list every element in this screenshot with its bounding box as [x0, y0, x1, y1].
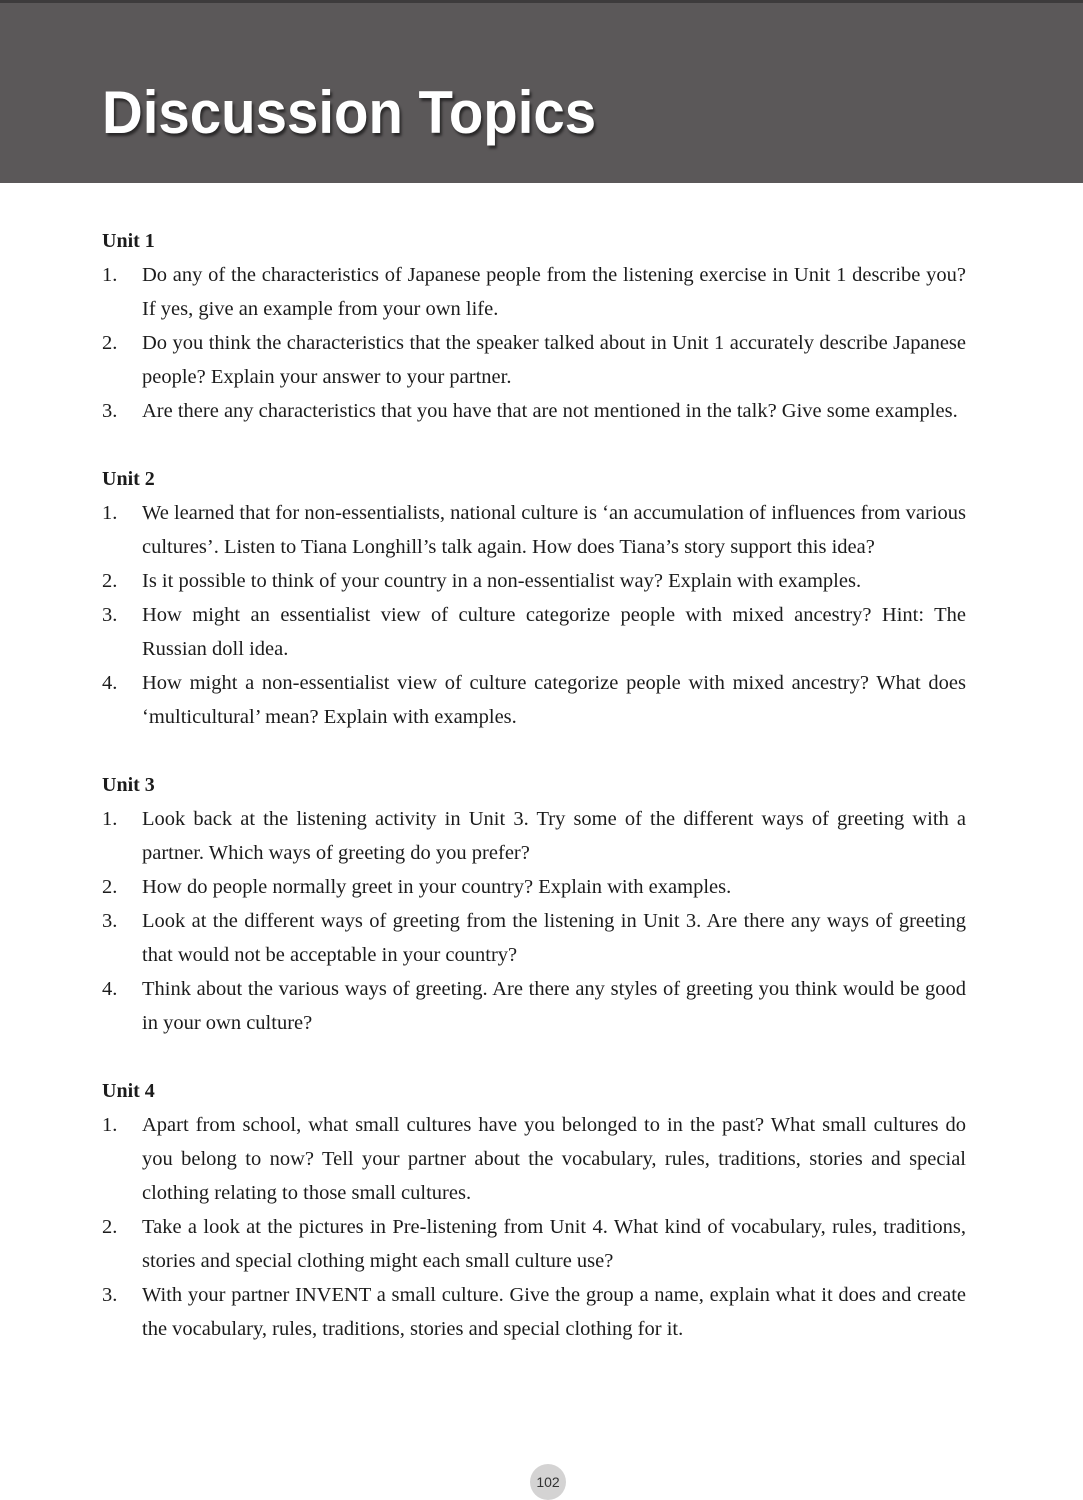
question-item: [102, 394, 966, 428]
unit-heading: Unit 3: [102, 774, 155, 796]
question-item: [102, 802, 966, 870]
unit-3-section: [102, 768, 966, 1040]
question-number: 1.: [102, 502, 118, 524]
question-text: How might a non-essentialist view of culture categorize people with mixed ancestry? What does ‘multicultural’ mean? Explain with examples.: [142, 672, 966, 728]
question-number: 3.: [102, 1284, 118, 1306]
question-item: [102, 564, 966, 598]
question-item: [102, 1108, 966, 1210]
question-item: [102, 496, 966, 564]
question-number: 1.: [102, 264, 118, 286]
question-list: [102, 496, 966, 734]
question-item: [102, 1210, 966, 1278]
question-text: Do any of the characteristics of Japanese people from the listening exercise in Unit 1 describe you? If yes, give an example from your own life.: [142, 264, 966, 320]
question-text: Look back at the listening activity in Unit 3. Try some of the different ways of greeting with a partner. Which ways of greeting do you prefer?: [142, 808, 966, 864]
question-text: How do people normally greet in your country? Explain with examples.: [142, 876, 732, 898]
unit-2-section: [102, 462, 966, 734]
question-item: [102, 666, 966, 734]
question-number: 2.: [102, 1216, 118, 1238]
question-item: [102, 870, 966, 904]
question-text: Are there any characteristics that you have that are not mentioned in the talk? Give some examples.: [142, 400, 958, 422]
question-text: Think about the various ways of greeting. Are there any styles of greeting you think would be good in your own culture?: [142, 978, 966, 1034]
question-number: 3.: [102, 604, 118, 626]
question-text: Take a look at the pictures in Pre-listening from Unit 4. What kind of vocabulary, rules, traditions, stories and special clothing might each small culture use?: [142, 1216, 966, 1272]
unit-heading: Unit 2: [102, 468, 155, 490]
unit-heading: Unit 1: [102, 230, 155, 252]
page-title: Discussion Topics: [102, 79, 597, 146]
question-item: [102, 598, 966, 666]
page-number: 102: [536, 1474, 560, 1490]
question-number: 2.: [102, 570, 118, 592]
question-number: 4.: [102, 672, 118, 694]
discussion-content: [102, 224, 966, 1346]
question-list: [102, 1108, 966, 1346]
unit-4-section: [102, 1074, 966, 1346]
question-item: [102, 1278, 966, 1346]
unit-heading: Unit 4: [102, 1080, 155, 1102]
question-text: Is it possible to think of your country in a non-essentialist way? Explain with examples.: [142, 570, 862, 592]
question-item: [102, 258, 966, 326]
question-text: Apart from school, what small cultures have you belonged to in the past? What small cultures do you belong to now? Tell your partner about the vocabulary, rules, traditions, stories and special clothing relating to those small cultures.: [142, 1114, 966, 1204]
question-number: 1.: [102, 808, 118, 830]
question-item: [102, 326, 966, 394]
question-text: We learned that for non-essentialists, national culture is ‘an accumulation of influences from various cultures’. Listen to Tiana Longhill’s talk again. How does Tiana’s story support this idea?: [142, 502, 966, 558]
question-text: Do you think the characteristics that the speaker talked about in Unit 1 accurately describe Japanese people? Explain your answer to your partner.: [142, 332, 966, 388]
question-number: 1.: [102, 1114, 118, 1136]
question-number: 3.: [102, 910, 118, 932]
question-number: 3.: [102, 400, 118, 422]
page-number-badge: [530, 1464, 566, 1500]
question-item: [102, 972, 966, 1040]
question-number: 2.: [102, 332, 118, 354]
question-number: 4.: [102, 978, 118, 1000]
question-list: [102, 258, 966, 428]
question-number: 2.: [102, 876, 118, 898]
question-text: With your partner INVENT a small culture. Give the group a name, explain what it does and create the vocabulary, rules, traditions, stories and special clothing for it.: [142, 1284, 966, 1340]
question-text: How might an essentialist view of culture categorize people with mixed ancestry? Hint: The Russian doll idea.: [142, 604, 966, 660]
question-text: Look at the different ways of greeting from the listening in Unit 3. Are there any ways of greeting that would not be acceptable in your country?: [142, 910, 966, 966]
unit-1-section: [102, 224, 966, 428]
question-list: [102, 802, 966, 1040]
question-item: [102, 904, 966, 972]
header-band: [0, 0, 1083, 183]
